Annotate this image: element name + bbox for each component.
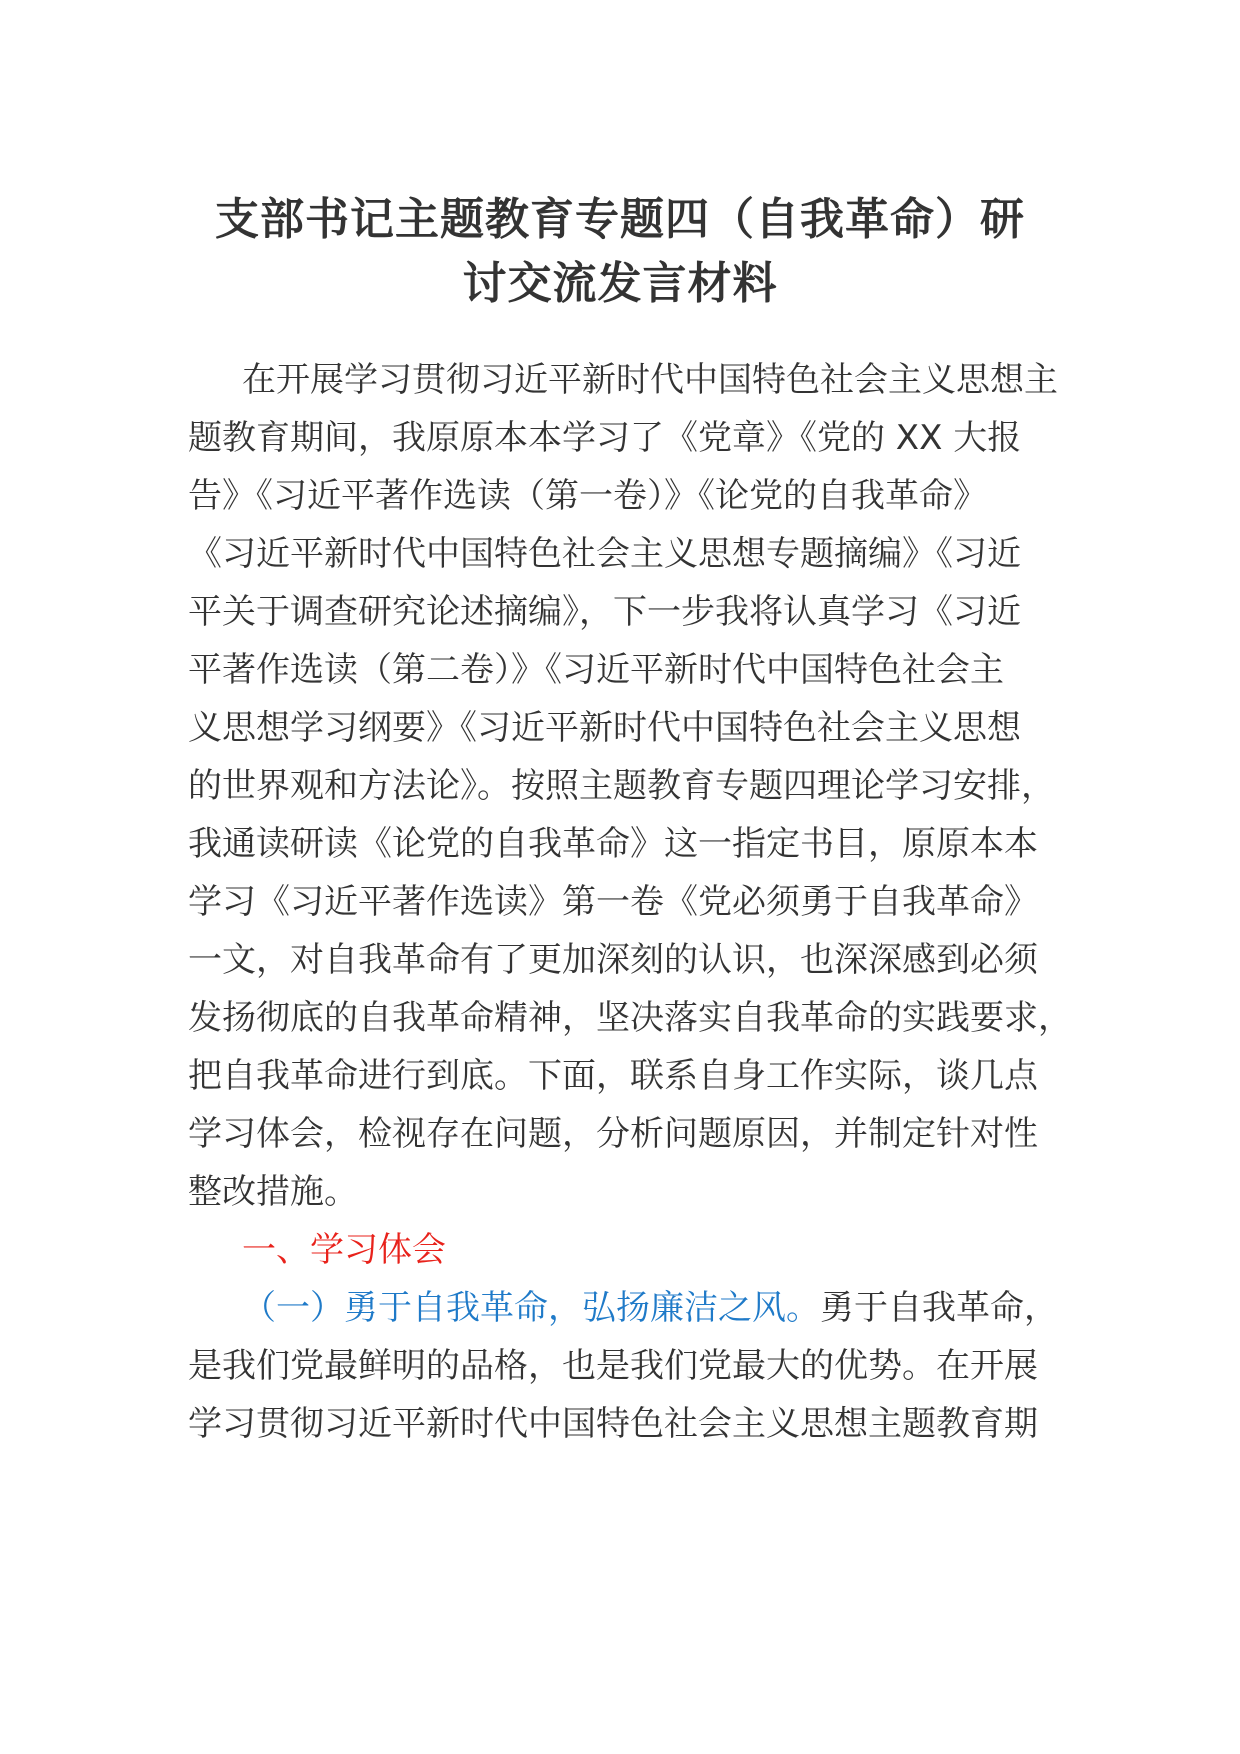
paragraph-line: 题教育期间，我原原本本学习了《党章》《党的 XX 大报 bbox=[188, 418, 1022, 458]
paragraph-line: 义思想学习纲要》《习近平新时代中国特色社会主义思想 bbox=[188, 708, 1021, 748]
paragraph-line: 整改措施。 bbox=[188, 1172, 358, 1212]
paragraph-line: 的世界观和方法论》。按照主题教育专题四理论学习安排， bbox=[188, 766, 1055, 806]
section-heading: 一、学习体会 bbox=[242, 1230, 446, 1270]
document-title bbox=[150, 188, 1090, 316]
paragraph-line: 是我们党最鲜明的品格，也是我们党最大的优势。在开展 bbox=[188, 1346, 1038, 1386]
paragraph-line: 在开展学习贯彻习近平新时代中国特色社会主义思想主 bbox=[242, 360, 1058, 400]
paragraph-line: 学习贯彻习近平新时代中国特色社会主义思想主题教育期 bbox=[188, 1404, 1038, 1444]
paragraph-line: 平著作选读（第二卷）》《习近平新时代中国特色社会主 bbox=[188, 650, 1004, 690]
paragraph-line: 学习《习近平著作选读》第一卷《党必须勇于自我革命》 bbox=[188, 882, 1038, 922]
title-line-1: 支部书记主题教育专题四（自我革命）研 bbox=[215, 194, 1025, 245]
paragraph-line: 一文，对自我革命有了更加深刻的认识，也深深感到必须 bbox=[188, 940, 1038, 980]
paragraph-line: 告》《习近平著作选读（第一卷）》《论党的自我革命》 bbox=[188, 476, 987, 516]
paragraph-line: 我通读研读《论党的自我革命》这一指定书目，原原本本 bbox=[188, 824, 1038, 864]
subsection-heading: （一）勇于自我革命，弘扬廉洁之风。 bbox=[242, 1288, 820, 1328]
paragraph-line: 发扬彻底的自我革命精神，坚决落实自我革命的实践要求， bbox=[188, 998, 1072, 1038]
subsection-line bbox=[242, 1288, 1058, 1328]
subsection-text: 勇于自我革命， bbox=[820, 1288, 1058, 1328]
paragraph-line: 《习近平新时代中国特色社会主义思想专题摘编》《习近 bbox=[188, 534, 1021, 574]
paragraph-line: 把自我革命进行到底。下面，联系自身工作实际，谈几点 bbox=[188, 1056, 1038, 1096]
paragraph-line: 平关于调查研究论述摘编》，下一步我将认真学习《习近 bbox=[188, 592, 1021, 632]
paragraph-line: 学习体会，检视存在问题，分析问题原因，并制定针对性 bbox=[188, 1114, 1038, 1154]
title-line-2: 讨交流发言材料 bbox=[462, 258, 778, 309]
